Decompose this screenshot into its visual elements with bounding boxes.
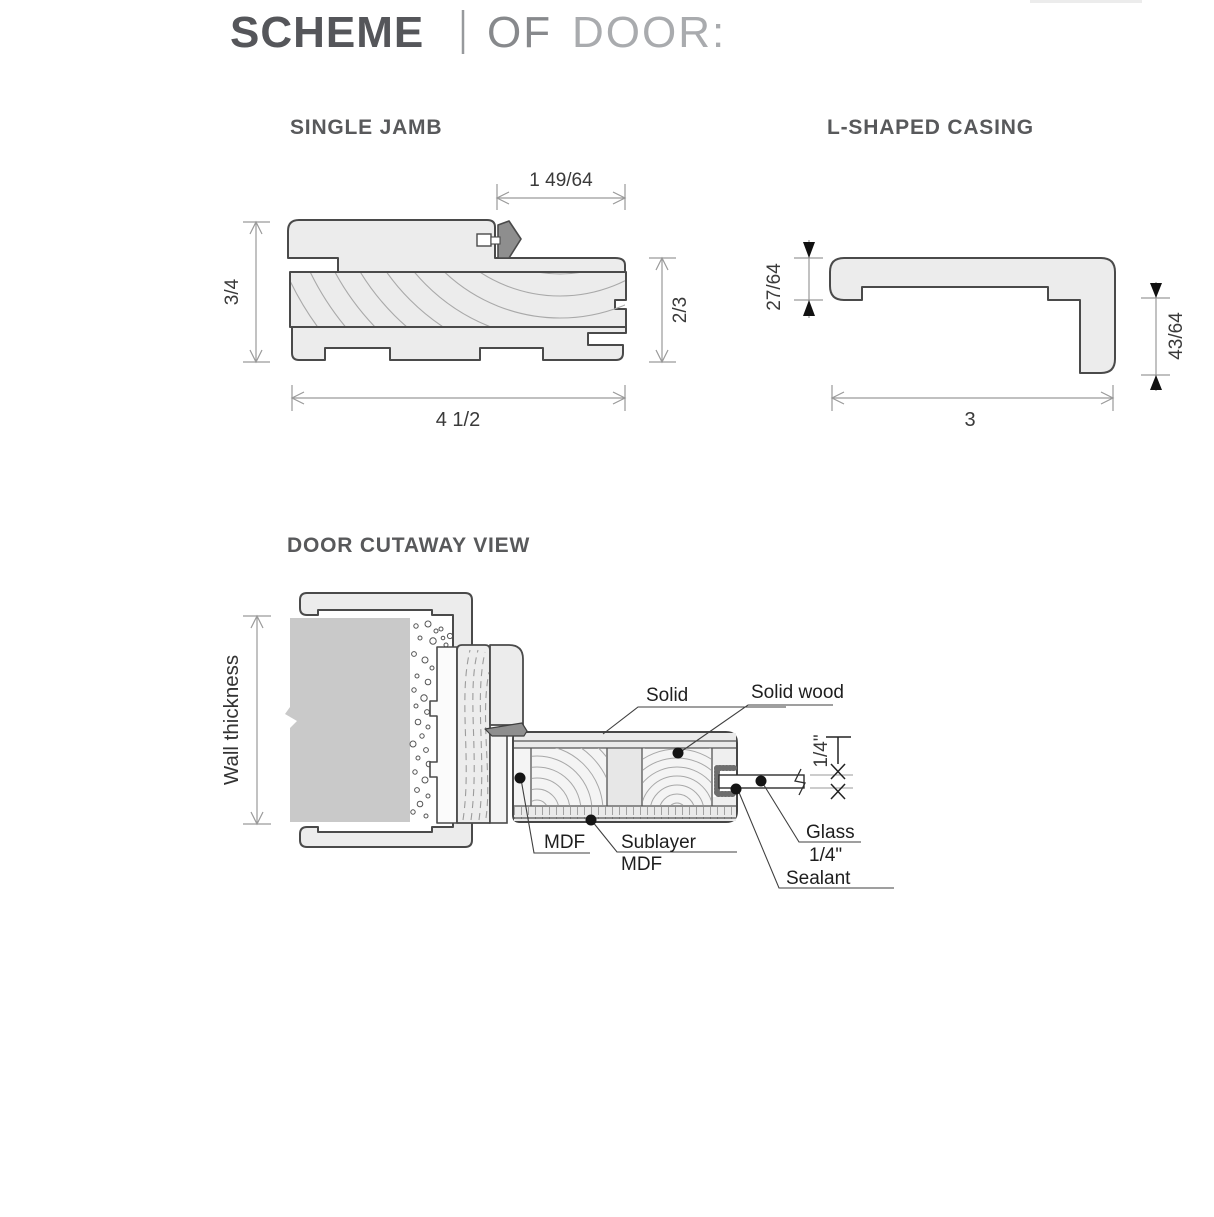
dim-casing-right-label: 43/64: [1166, 312, 1187, 360]
cutaway-jamb-lower-strip: [490, 733, 507, 823]
sealant-dot: [731, 784, 742, 795]
wall-thickness-label: Wall thickness: [220, 654, 243, 786]
cutaway-jamb-back: [430, 647, 457, 823]
leader-solid: [603, 707, 786, 734]
mdf-dot: [515, 773, 526, 784]
jamb-bottom-layer: [292, 327, 626, 360]
dim-jamb-left: [243, 222, 270, 362]
dim-casing-left-label: 27/64: [764, 263, 785, 311]
dim-jamb-bottom-label: 4 1/2: [435, 409, 481, 431]
dim-casing-bottom-label: 3: [964, 409, 976, 431]
glass-label-line1: Glass: [806, 822, 855, 843]
sublayer-dot: [586, 815, 597, 826]
cutaway-heading: DOOR CUTAWAY VIEW: [287, 534, 531, 557]
solid-wood-label: Solid wood: [751, 682, 844, 703]
glass-label-line2: 1/4": [809, 845, 843, 866]
l-casing-section: [764, 116, 1187, 431]
title: [230, 8, 726, 57]
door-bottom-skin-hatch: [514, 807, 736, 819]
seal-slot-stem: [491, 237, 500, 244]
l-casing-heading: L-SHAPED CASING: [827, 116, 1034, 139]
door-stop-block: [490, 645, 523, 725]
glass-thickness-dim-label: 1/4": [811, 734, 832, 768]
page-title-secondary: OF: [487, 8, 553, 57]
mdf-label: MDF: [544, 832, 586, 853]
seal-gasket: [498, 221, 521, 258]
seal-slot: [477, 234, 491, 246]
solid-label: Solid: [646, 685, 689, 706]
single-jamb-section: [216, 0, 904, 494]
sublayer-label-line2: MDF: [621, 854, 663, 875]
page-title: SCHEME: [230, 8, 425, 57]
sealant-label: Sealant: [786, 868, 851, 889]
dim-jamb-bottom: [292, 385, 625, 411]
cropped-artifact: [1030, 0, 1142, 3]
dim-jamb-top-label: 1 49/64: [529, 170, 593, 191]
dim-casing-bottom: [832, 385, 1113, 411]
wall-block: [285, 618, 410, 822]
casing-profile: [830, 258, 1115, 373]
solid-wood-dot: [673, 748, 684, 759]
dim-casing-left: [794, 240, 823, 318]
jamb-top-layer: [288, 220, 625, 272]
dim-jamb-left-label: 3/4: [222, 278, 243, 306]
glass-dot: [756, 776, 767, 787]
cutaway-section: [220, 534, 894, 910]
page-title-tertiary: DOOR:: [572, 8, 727, 57]
dim-jamb-right-label: 2/3: [670, 296, 691, 324]
sublayer-label-line1: Sublayer: [621, 832, 696, 853]
dim-wall-thickness: [243, 616, 271, 824]
jamb-core-layer: [290, 272, 626, 327]
door-middle-block: [607, 748, 642, 806]
single-jamb-heading: SINGLE JAMB: [290, 116, 443, 139]
